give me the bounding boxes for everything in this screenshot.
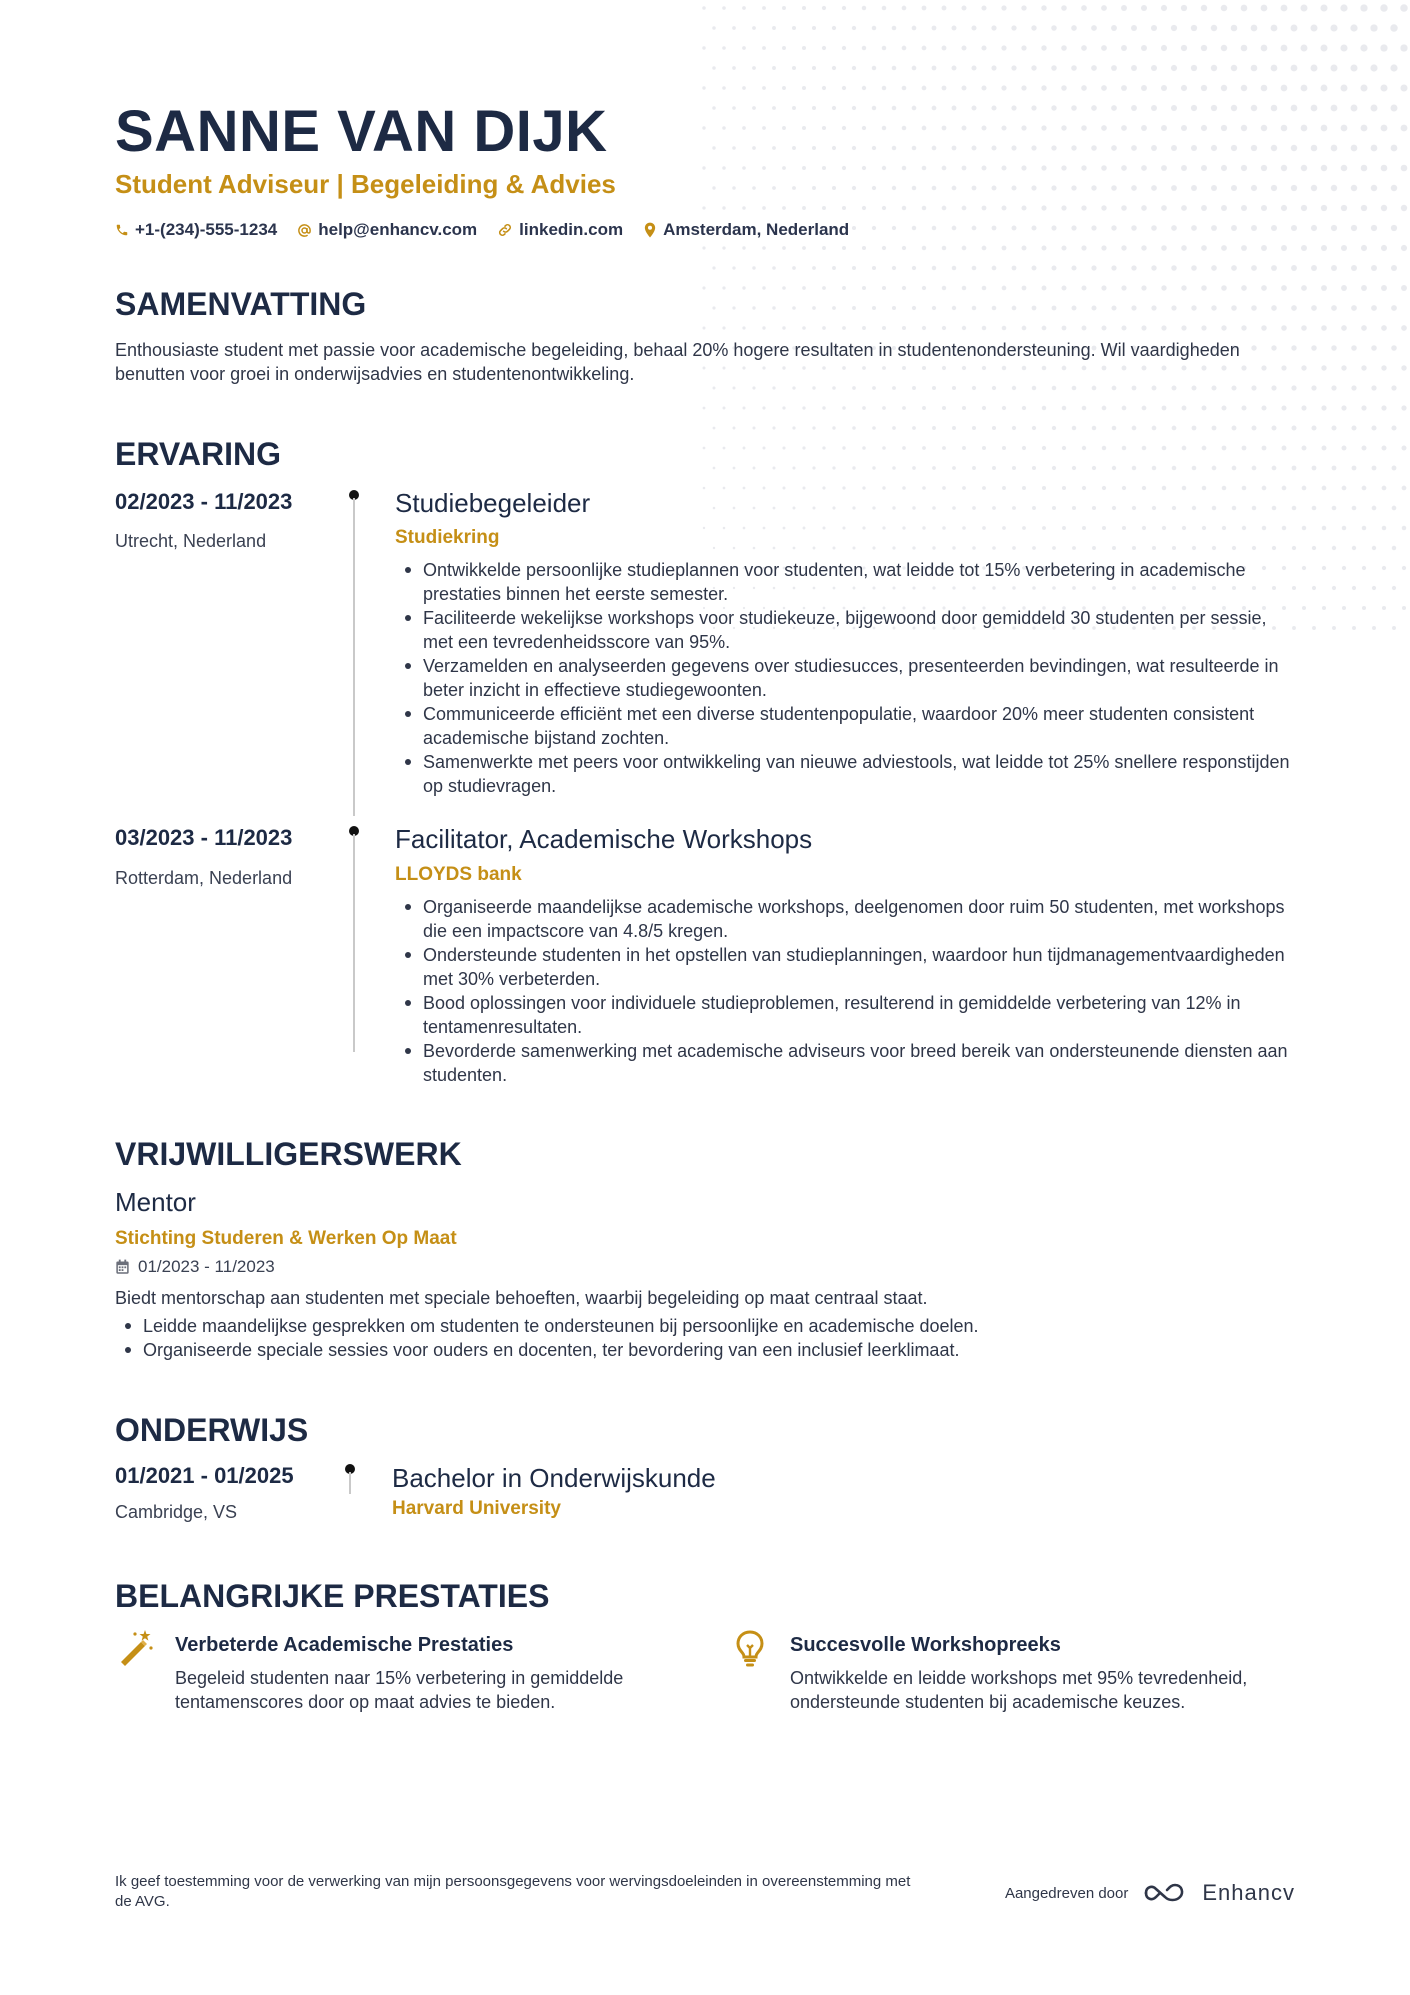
experience-location: Utrecht, Nederland <box>115 531 267 551</box>
lightbulb-icon <box>730 1628 770 1668</box>
contact-bar <box>115 218 849 242</box>
experience-company: LLOYDS bank <box>395 864 522 885</box>
location-text: Amsterdam, Nederland <box>663 220 850 239</box>
experience-role: Studiebegeleider <box>395 488 591 518</box>
timeline-line <box>349 1472 351 1494</box>
list-item: Ontwikkelde persoonlijke studieplannen voor studenten, wat leidde tot 15% verbetering in academische prestaties binnen het eerste semester. <box>397 558 1297 606</box>
list-item: Organiseerde speciale sessies voor ouders en docenten, ter bevordering van een inclusief leerklimaat. <box>115 1338 1295 1362</box>
list-item: Communiceerde efficiënt met een diverse studentenpopulatie, waardoor 20% meer studenten consistent academische bijstand zochten. <box>397 702 1297 750</box>
education-dates: 01/2021 - 01/2025 <box>115 1463 294 1488</box>
contact-email[interactable] <box>297 218 477 242</box>
email-text: help@enhancv.com <box>318 220 478 239</box>
achievement-title: Verbeterde Academische Prestaties <box>175 1634 514 1656</box>
summary-heading: SAMENVATTING <box>115 286 367 322</box>
contact-location <box>643 218 849 242</box>
powered-by-text: Aangedreven door <box>1004 1884 1129 1902</box>
calendar-icon <box>115 1259 130 1275</box>
experience-location: Rotterdam, Nederland <box>115 868 293 888</box>
experience-company: Studiekring <box>395 527 500 548</box>
timeline-line <box>353 498 355 816</box>
list-item: Organiseerde maandelijkse academische workshops, deelgenomen door ruim 50 studenten, met workshops die een impactscore van 4.8/5 kregen. <box>397 895 1297 943</box>
at-sign-icon <box>297 223 312 238</box>
timeline-line <box>353 834 355 1052</box>
contact-phone[interactable] <box>115 218 277 242</box>
volunteer-organization: Stichting Studeren & Werken Op Maat <box>115 1228 457 1249</box>
volunteer-heading: VRIJWILLIGERSWERK <box>115 1136 462 1172</box>
candidate-title: Student Adviseur | Begeleiding & Advies <box>115 169 616 199</box>
phone-icon <box>115 223 129 237</box>
experience-dates: 03/2023 - 11/2023 <box>115 825 293 850</box>
volunteer-role: Mentor <box>115 1187 196 1217</box>
education-school: Harvard University <box>392 1498 561 1519</box>
achievement-description: Begeleid studenten naar 15% verbetering in gemiddelde tentamenscores door op maat advies te bieden. <box>175 1668 624 1712</box>
experience-heading: ERVARING <box>115 436 281 472</box>
volunteer-dates <box>115 1256 275 1278</box>
linkedin-text: linkedin.com <box>519 220 624 239</box>
brand-name: Enhancv <box>1202 1880 1295 1905</box>
volunteer-dates-text: 01/2023 - 11/2023 <box>138 1257 275 1276</box>
list-item: Ondersteunde studenten in het opstellen van studieplanningen, waardoor hun tijdmanagementvaardigheden met 30% verbeterden. <box>397 943 1297 991</box>
volunteer-description: Biedt mentorschap aan studenten met speciale behoeften, waarbij begeleiding op maat centraal staat. <box>115 1288 928 1308</box>
achievements-heading: BELANGRIJKE PRESTATIES <box>115 1578 550 1614</box>
volunteer-bullets <box>115 1314 1295 1362</box>
achievement-description: Ontwikkelde en leidde workshops met 95% tevredenheid, ondersteunde studenten bij academische keuzes. <box>790 1668 1248 1712</box>
list-item: Faciliteerde wekelijkse workshops voor studiekeuze, bijgewoond door gemiddeld 30 studenten per sessie, met een tevredenheidsscore van 95%. <box>397 606 1297 654</box>
experience-bullets <box>397 558 1297 798</box>
candidate-name: SANNE VAN DIJK <box>115 99 608 164</box>
location-pin-icon <box>643 222 657 238</box>
achievement-title: Succesvolle Workshopreeks <box>790 1634 1061 1656</box>
list-item: Leidde maandelijkse gesprekken om studenten te ondersteunen bij persoonlijke en academische doelen. <box>115 1314 1295 1338</box>
enhancv-logo-icon <box>1142 1881 1188 1905</box>
link-icon <box>497 222 513 238</box>
list-item: Verzamelden en analyseerden gegevens over studiesucces, presenteerden bevindingen, wat resulteerde in beter inzicht in effectieve studiegewoonten. <box>397 654 1297 702</box>
list-item: Bood oplossingen voor individuele studieproblemen, resulterend in gemiddelde verbetering van 12% in tentamenresultaten. <box>397 991 1297 1039</box>
magic-wand-icon <box>115 1628 155 1668</box>
consent-note: Ik geef toestemming voor de verwerking van mijn persoonsgegevens voor wervingsdoeleinden in overeenstemming met de AVG. <box>115 1873 911 1910</box>
list-item: Bevorderde samenwerking met academische adviseurs voor breed bereik van ondersteunende diensten aan studenten. <box>397 1039 1297 1087</box>
contact-linkedin[interactable] <box>497 218 623 242</box>
education-location: Cambridge, VS <box>115 1502 238 1522</box>
list-item: Samenwerkte met peers voor ontwikkeling van nieuwe adviestools, wat leidde tot 25% snellere responstijden op studievragen. <box>397 750 1297 798</box>
powered-by[interactable] <box>1005 1880 1295 1906</box>
education-heading: ONDERWIJS <box>115 1412 309 1448</box>
experience-dates: 02/2023 - 11/2023 <box>115 489 293 514</box>
experience-role: Facilitator, Academische Workshops <box>395 824 813 854</box>
education-degree: Bachelor in Onderwijskunde <box>392 1463 716 1493</box>
summary-text: Enthousiaste student met passie voor academische begeleiding, behaal 20% hogere resultaten in studentenondersteuning. Wil vaardigheden benutten voor groei in onderwijsadvies en studentenontwikkeling. <box>115 340 1240 384</box>
phone-text: +1-(234)-555-1234 <box>135 220 278 239</box>
experience-bullets <box>397 895 1297 1087</box>
